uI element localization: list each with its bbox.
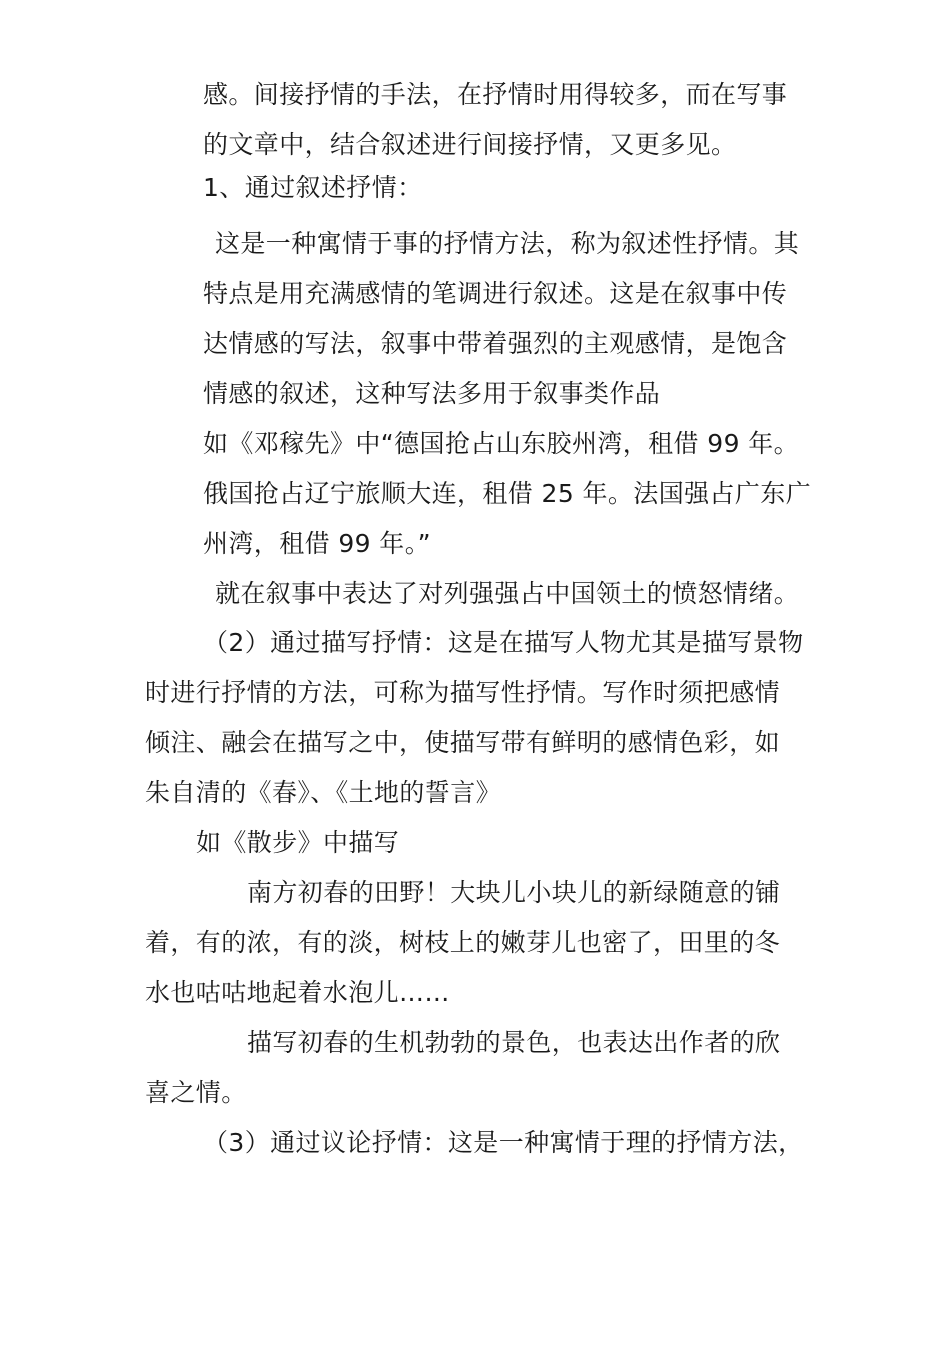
text-line: 就在叙事中表达了对列强强占中国领土的愤怒情绪。 (215, 579, 800, 608)
text-line: 州湾，租借 99 年。” (203, 529, 431, 558)
text-line: 的文章中，结合叙述进行间接抒情，又更多见。 (203, 130, 737, 159)
text-line: 朱自清的《春》、《土地的誓言》 (145, 778, 502, 807)
text-line: 达情感的写法，叙事中带着强烈的主观感情，是饱含 (203, 329, 788, 358)
text-line: 描写初春的生机勃勃的景色，也表达出作者的欣 (247, 1028, 781, 1057)
text-line: 情感的叙述，这种写法多用于叙事类作品 (203, 379, 661, 408)
text-line: 倾注、融会在描写之中，使描写带有鲜明的感情色彩，如 (145, 728, 781, 757)
quote-line: 水也咕咕地起着水泡儿…… (145, 978, 450, 1007)
quote-line: 南方初春的田野！大块儿小块儿的新绿随意的铺 (247, 878, 781, 907)
section-heading: （3）通过议论抒情：这是一种寓情于理的抒情方法， (203, 1128, 804, 1157)
text-line: 俄国抢占辽宁旅顺大连，租借 25 年。法国强占广东广 (203, 479, 812, 508)
quote-line: 着，有的浓，有的淡，树枝上的嫩芽儿也密了，田里的冬 (145, 928, 781, 957)
text-line: 喜之情。 (145, 1078, 247, 1107)
text-line: 感。间接抒情的手法，在抒情时用得较多，而在写事 (203, 80, 788, 109)
text-line: 特点是用充满感情的笔调进行叙述。这是在叙事中传 (203, 279, 788, 308)
section-heading: （2）通过描写抒情：这是在描写人物尤其是描写景物 (203, 628, 804, 657)
text-line: 如《散步》中描写 (196, 828, 400, 857)
text-line: 如《邓稼先》中“德国抢占山东胶州湾，租借 99 年。 (203, 429, 800, 458)
text-line: 时进行抒情的方法，可称为描写性抒情。写作时须把感情 (145, 678, 781, 707)
text-line: 这是一种寓情于事的抒情方法，称为叙述性抒情。其 (215, 229, 800, 258)
section-heading: 1、通过叙述抒情： (203, 173, 423, 202)
